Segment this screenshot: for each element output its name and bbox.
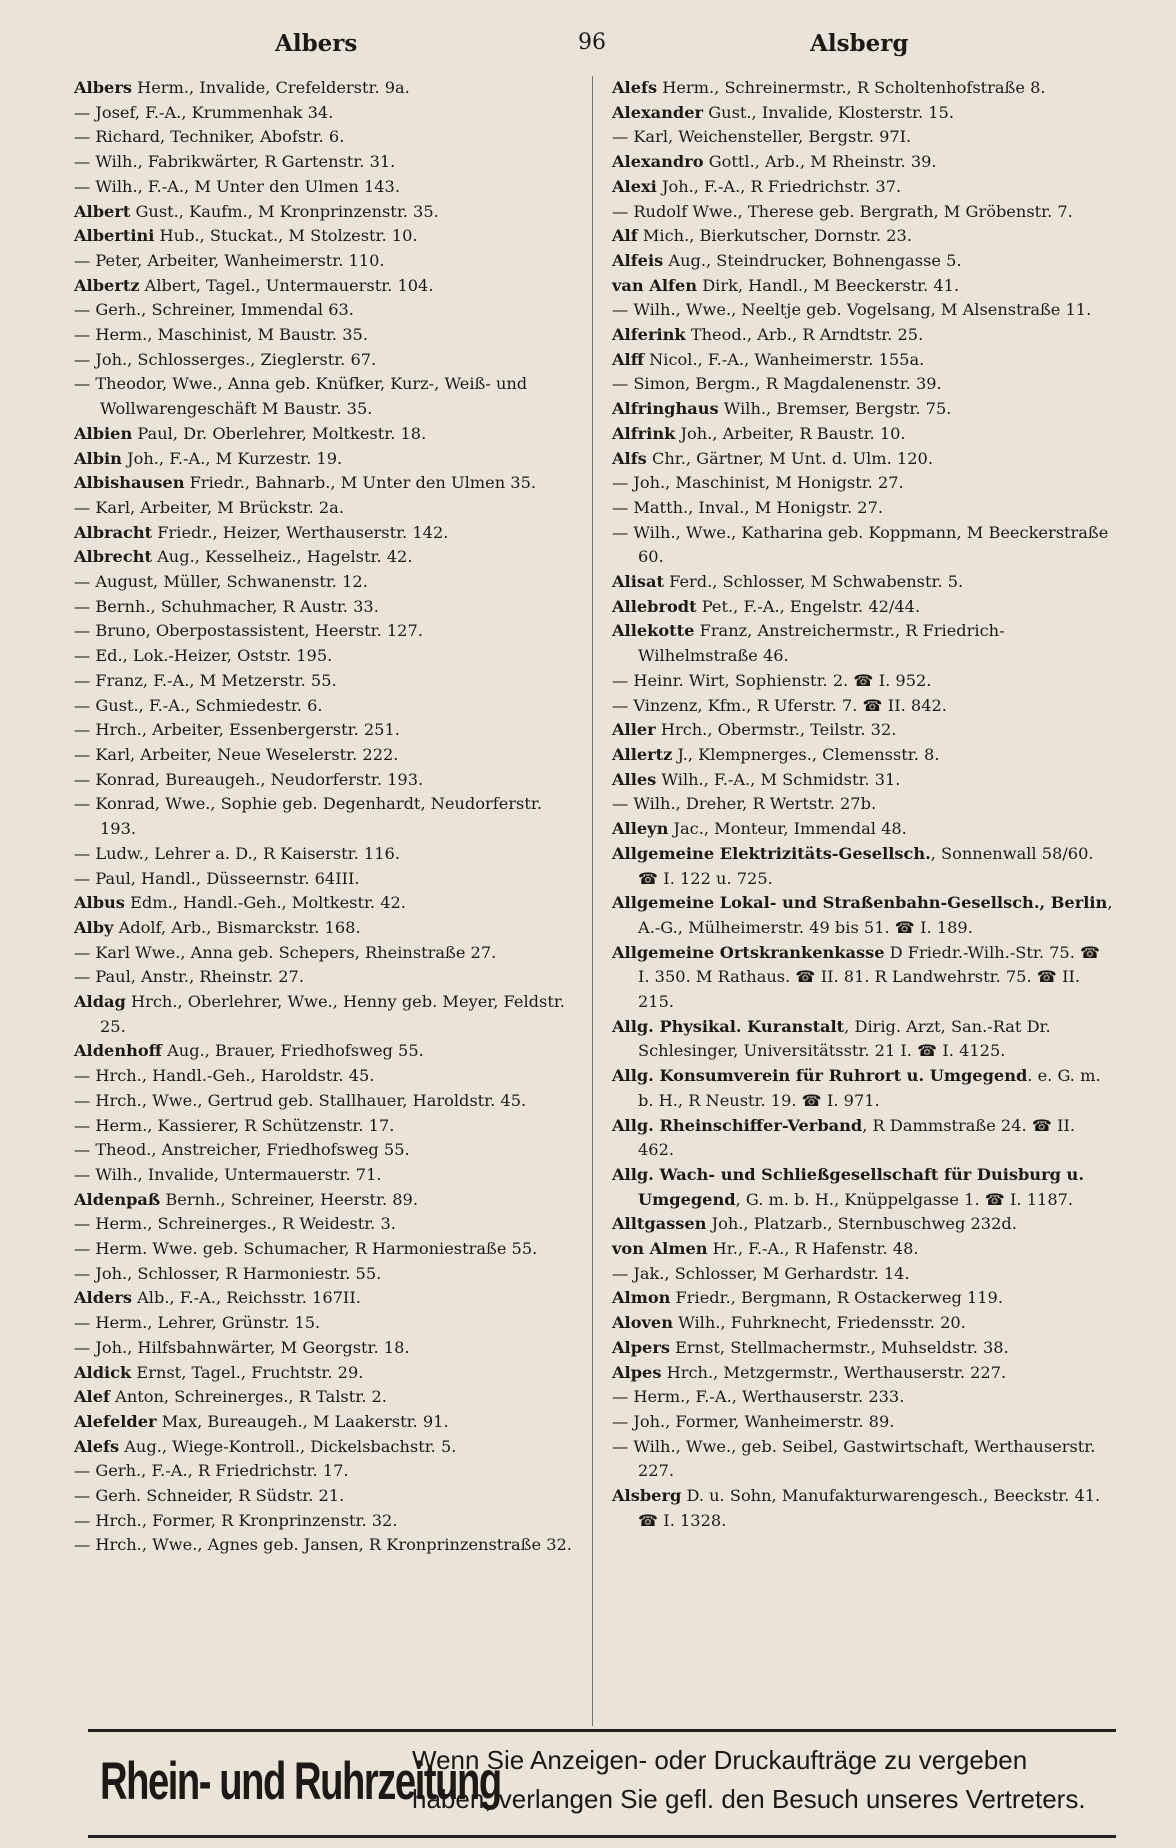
entry-surname: Aldag — [74, 992, 126, 1012]
directory-entry — [74, 1533, 579, 1558]
entry-details: Anton, Schreinerges., R Talstr. 2. — [109, 1387, 387, 1407]
directory-entry — [74, 101, 579, 126]
entry-details: — Wilh., Wwe., geb. Seibel, Gastwirtschaft, Werthauserstr. 227. — [612, 1436, 1096, 1481]
entry-details: — Hrch., Handl.-Geh., Haroldstr. 45. — [74, 1066, 375, 1086]
entry-details: Gust., Invalide, Klosterstr. 15. — [703, 102, 954, 122]
entry-details: Joh., Platzarb., Sternbuschweg 232d. — [706, 1214, 1017, 1234]
directory-entry — [612, 76, 1115, 101]
directory-entry — [612, 125, 1115, 150]
entry-details: — Wilh., Invalide, Untermauerstr. 71. — [74, 1164, 382, 1184]
entry-details: — Hrch., Wwe., Gertrud geb. Stallhauer, Haroldstr. 45. — [74, 1090, 527, 1110]
entry-details: Edm., Handl.-Geh., Moltkestr. 42. — [124, 893, 406, 913]
directory-entry — [612, 941, 1115, 1015]
entry-details: Ernst, Stellmachermstr., Muhseldstr. 38. — [669, 1337, 1009, 1357]
entry-surname: Albracht — [74, 522, 153, 542]
entry-details: Joh., F.-A., M Kurzestr. 19. — [121, 448, 343, 468]
directory-entry — [74, 1410, 579, 1435]
entry-details: , Dirig. Arzt, San.-Rat Dr. Schlesinger, Universitätsstr. 21 I. ☎ I. 4125. — [638, 1016, 1051, 1061]
entry-details: — Herm., Lehrer, Grünstr. 15. — [74, 1313, 321, 1333]
entry-surname: Albrecht — [74, 547, 152, 567]
entry-surname: Aldenpaß — [74, 1189, 161, 1209]
directory-entry — [612, 1435, 1115, 1484]
directory-entry — [612, 891, 1115, 940]
entry-details: — Paul, Handl., Düsseernstr. 64III. — [74, 868, 360, 888]
directory-entry — [74, 1286, 579, 1311]
entry-details: D Friedr.-Wilh.-Str. 75. ☎ I. 350. M Rathaus. ☎ II. 81. R Landwehrstr. 75. ☎ II. 215. — [638, 942, 1101, 1012]
entry-details: — Franz, F.-A., M Metzerstr. 55. — [74, 670, 337, 690]
directory-entry — [74, 792, 579, 841]
entry-details: — Gerh. Schneider, R Südstr. 21. — [74, 1486, 345, 1506]
entry-details: — Karl, Arbeiter, M Brückstr. 2a. — [74, 497, 344, 517]
entry-details: J., Klempnerges., Clemensstr. 8. — [672, 744, 940, 764]
directory-entry — [74, 545, 579, 570]
ad-bottom-rule — [88, 1835, 1116, 1838]
entry-details: Wilh., Bremser, Bergstr. 75. — [718, 399, 952, 419]
directory-entry — [74, 150, 579, 175]
entry-details: Herm., Invalide, Crefelderstr. 9a. — [131, 78, 410, 97]
directory-entry — [612, 323, 1115, 348]
directory-entry — [74, 1237, 579, 1262]
directory-entry — [612, 298, 1115, 323]
directory-entry — [74, 1188, 579, 1213]
entry-details: Adolf, Arb., Bismarckstr. 168. — [113, 917, 361, 937]
directory-entry — [74, 718, 579, 743]
entry-surname: Alefs — [74, 1436, 120, 1456]
entry-surname: Allebrodt — [612, 596, 697, 616]
directory-entry — [612, 422, 1115, 447]
entry-details: — Herm., F.-A., Werthauserstr. 233. — [612, 1387, 905, 1407]
entry-surname: Alefelder — [74, 1411, 157, 1431]
directory-entry — [74, 1138, 579, 1163]
directory-entry — [74, 867, 579, 892]
directory-entry — [74, 125, 579, 150]
directory-entry — [612, 792, 1115, 817]
entry-details: — Wilh., Wwe., Katharina geb. Koppmann, M Beeckerstraße 60. — [612, 522, 1109, 567]
ad-text-line-1: Wenn Sie Anzeigen- oder Druckaufträge zu vergeben — [412, 1745, 1028, 1775]
directory-entry — [612, 1311, 1115, 1336]
directory-entry — [612, 1336, 1115, 1361]
directory-entry — [74, 323, 579, 348]
directory-entry — [612, 570, 1115, 595]
directory-entry — [74, 298, 579, 323]
entry-details: — Joh., Schlosser, R Harmoniestr. 55. — [74, 1263, 382, 1283]
entry-details: Dirk, Handl., M Beeckerstr. 41. — [697, 275, 960, 295]
entry-surname: Alfeis — [612, 250, 664, 270]
directory-entry — [612, 1064, 1115, 1113]
directory-entry — [74, 644, 579, 669]
entry-details: — Josef, F.-A., Krummenhak 34. — [74, 102, 334, 122]
directory-entry — [74, 1361, 579, 1386]
page-number: 96 — [578, 30, 606, 55]
entry-surname: Albin — [74, 448, 122, 468]
directory-entry — [612, 669, 1115, 694]
entry-details: Theod., Arb., R Arndtstr. 25. — [685, 325, 924, 345]
directory-entry — [612, 447, 1115, 472]
entry-details: — Joh., Schlosserges., Zieglerstr. 67. — [74, 349, 377, 369]
entry-surname: Alff — [612, 349, 644, 369]
directory-entry — [612, 743, 1115, 768]
entry-surname: Alpes — [612, 1362, 662, 1382]
entry-surname: Albertz — [74, 275, 140, 295]
entry-details: Friedr., Heizer, Werthauserstr. 142. — [152, 522, 449, 542]
directory-entry — [74, 1114, 579, 1139]
directory-entry — [74, 274, 579, 299]
entry-details: — Hrch., Arbeiter, Essenbergerstr. 251. — [74, 720, 400, 740]
entry-surname: Almon — [612, 1288, 671, 1308]
directory-entry — [612, 842, 1115, 891]
directory-entry — [74, 768, 579, 793]
entry-surname: Alef — [74, 1387, 110, 1407]
entry-details: Aug., Wiege-Kontroll., Dickelsbachstr. 5. — [119, 1436, 457, 1456]
directory-entry — [612, 496, 1115, 521]
directory-entry — [74, 348, 579, 373]
directory-entry — [74, 1064, 579, 1089]
entry-details: — Joh., Hilfsbahnwärter, M Georgstr. 18. — [74, 1337, 410, 1357]
entry-surname: Albers — [74, 78, 132, 97]
column-divider — [592, 76, 593, 1726]
ad-logo: Rhein- und Ruhrzeitung — [100, 1752, 501, 1811]
entry-details: Nicol., F.-A., Wanheimerstr. 155a. — [644, 349, 925, 369]
entry-details: , R Dammstraße 24. ☎ II. 462. — [638, 1115, 1076, 1160]
entry-surname: Allg. Wach- und Schließgesellschaft für Duisburg u. Umgegend — [612, 1164, 1084, 1209]
entry-details: Joh., F.-A., R Friedrichstr. 37. — [656, 176, 902, 196]
directory-entry — [74, 694, 579, 719]
entry-details: Hrch., Metzgermstr., Werthauserstr. 227. — [661, 1362, 1007, 1382]
entry-details: — Konrad, Bureaugeh., Neudorferstr. 193. — [74, 769, 424, 789]
directory-entry — [612, 718, 1115, 743]
directory-entry — [74, 224, 579, 249]
directory-entry — [612, 1262, 1115, 1287]
directory-entry — [612, 249, 1115, 274]
entry-surname: Alferink — [612, 325, 686, 345]
directory-entry — [612, 471, 1115, 496]
entry-surname: Aller — [612, 720, 656, 740]
directory-entry — [74, 1089, 579, 1114]
entry-details: Bernh., Schreiner, Heerstr. 89. — [160, 1189, 418, 1209]
entry-details: — Matth., Inval., M Honigstr. 27. — [612, 497, 884, 517]
directory-entry — [612, 595, 1115, 620]
entry-details: Paul, Dr. Oberlehrer, Moltkestr. 18. — [132, 423, 427, 443]
directory-entry — [74, 743, 579, 768]
entry-details: — Konrad, Wwe., Sophie geb. Degenhardt, Neudorferstr. 193. — [74, 794, 542, 839]
entry-details: Friedr., Bergmann, R Ostackerweg 119. — [670, 1288, 1003, 1308]
entry-details: Wilh., Fuhrknecht, Friedensstr. 20. — [672, 1313, 966, 1333]
directory-entry — [612, 521, 1115, 570]
entry-details: Gust., Kaufm., M Kronprinzenstr. 35. — [130, 201, 439, 221]
right-column — [612, 76, 1115, 1533]
entry-surname: Alltgassen — [612, 1214, 707, 1234]
directory-entry — [74, 249, 579, 274]
entry-details: — Bruno, Oberpostassistent, Heerstr. 127. — [74, 621, 423, 641]
left-column — [74, 76, 579, 1558]
directory-entry — [74, 1212, 579, 1237]
directory-entry — [74, 76, 579, 101]
entry-surname: Allg. Konsumverein für Ruhrort u. Umgegend — [612, 1066, 1028, 1086]
directory-entry — [74, 1336, 579, 1361]
directory-entry — [612, 694, 1115, 719]
entry-details: — Joh., Former, Wanheimerstr. 89. — [612, 1411, 895, 1431]
entry-surname: Allgemeine Ortskrankenkasse — [612, 942, 885, 962]
entry-details: Albert, Tagel., Untermauerstr. 104. — [139, 275, 434, 295]
directory-entry — [612, 1163, 1115, 1212]
directory-entry — [74, 1459, 579, 1484]
entry-surname: Albus — [74, 893, 125, 913]
entry-details: — Herm., Maschinist, M Baustr. 35. — [74, 325, 368, 345]
entry-surname: Alfringhaus — [612, 399, 719, 419]
directory-entry — [612, 1361, 1115, 1386]
entry-surname: Alsberg — [612, 1486, 682, 1506]
directory-entry — [612, 372, 1115, 397]
directory-entry — [612, 101, 1115, 126]
entry-details: — Peter, Arbeiter, Wanheimerstr. 110. — [74, 250, 385, 270]
entry-surname: Alpers — [612, 1337, 670, 1357]
header-right-keyword: Alsberg — [810, 30, 909, 57]
entry-details: — Gerh., F.-A., R Friedrichstr. 17. — [74, 1461, 349, 1481]
entry-details: Hub., Stuckat., M Stolzestr. 10. — [154, 226, 418, 246]
entry-details: — Jak., Schlosser, M Gerhardstr. 14. — [612, 1263, 910, 1283]
entry-surname: Alleyn — [612, 819, 669, 839]
directory-entry — [612, 397, 1115, 422]
entry-details: Chr., Gärtner, M Unt. d. Ulm. 120. — [646, 448, 933, 468]
entry-details: Jac., Monteur, Immendal 48. — [668, 819, 907, 839]
entry-surname: Albertini — [74, 226, 155, 246]
directory-entry — [612, 619, 1115, 668]
directory-entry — [74, 372, 579, 421]
entry-details: — August, Müller, Schwanenstr. 12. — [74, 572, 368, 592]
entry-details: , Sonnenwall 58/60. ☎ I. 122 u. 725. — [638, 843, 1094, 888]
entry-details: — Karl Wwe., Anna geb. Schepers, Rheinstraße 27. — [74, 942, 497, 962]
entry-surname: Alexandro — [612, 152, 704, 172]
entry-details: Ferd., Schlosser, M Schwabenstr. 5. — [663, 572, 964, 592]
entry-details: Hrch., Oberlehrer, Wwe., Henny geb. Meyer, Feldstr. 25. — [100, 992, 565, 1036]
directory-entry — [74, 1262, 579, 1287]
header-left-keyword: Albers — [275, 30, 358, 57]
entry-details: — Hrch., Wwe., Agnes geb. Jansen, R Kronprinzenstraße 32. — [74, 1535, 572, 1555]
directory-entry — [74, 669, 579, 694]
entry-surname: van Alfen — [612, 275, 698, 295]
directory-entry — [74, 521, 579, 546]
entry-surname: Alfrink — [612, 423, 676, 443]
entry-details: — Gust., F.-A., Schmiedestr. 6. — [74, 695, 323, 715]
entry-details: Max, Bureaugeh., M Laakerstr. 91. — [156, 1411, 449, 1431]
entry-details: Aug., Steindrucker, Bohnengasse 5. — [663, 250, 962, 270]
entry-surname: Alles — [612, 769, 657, 789]
entry-details: — Bernh., Schuhmacher, R Austr. 33. — [74, 596, 379, 616]
entry-details: — Wilh., Wwe., Neeltje geb. Vogelsang, M Alsenstraße 11. — [612, 300, 1092, 320]
directory-entry — [612, 1484, 1115, 1533]
entry-details: Hr., F.-A., R Hafenstr. 48. — [707, 1239, 919, 1259]
directory-entry — [612, 768, 1115, 793]
directory-entry — [74, 1385, 579, 1410]
entry-details: D. u. Sohn, Manufakturwarengesch., Beeckstr. 41. ☎ I. 1328. — [638, 1486, 1101, 1530]
entry-surname: Allertz — [612, 744, 673, 764]
entry-details: — Gerh., Schreiner, Immendal 63. — [74, 300, 354, 320]
entry-details: , G. m. b. H., Knüppelgasse 1. ☎ I. 1187. — [735, 1189, 1074, 1209]
directory-entry — [74, 1039, 579, 1064]
directory-entry — [612, 1410, 1115, 1435]
entry-details: — Ludw., Lehrer a. D., R Kaiserstr. 116. — [74, 843, 400, 863]
entry-details: — Heinr. Wirt, Sophienstr. 2. ☎ I. 952. — [612, 670, 932, 690]
entry-surname: Allgemeine Elektrizitäts-Gesellsch. — [612, 843, 931, 863]
entry-details: — Herm., Schreinerges., R Weidestr. 3. — [74, 1214, 396, 1234]
entry-surname: Albien — [74, 423, 133, 443]
directory-entry — [612, 1237, 1115, 1262]
entry-surname: Alexander — [612, 102, 704, 122]
directory-entry — [74, 1163, 579, 1188]
directory-entry — [612, 200, 1115, 225]
entry-details: — Herm., Kassierer, R Schützenstr. 17. — [74, 1115, 395, 1135]
entry-surname: Alefs — [612, 78, 658, 97]
entry-details: — Hrch., Former, R Kronprinzenstr. 32. — [74, 1510, 398, 1530]
entry-surname: Alfs — [612, 448, 647, 468]
entry-details: — Theodor, Wwe., Anna geb. Knüfker, Kurz-, Weiß- und Wollwarengeschäft M Baustr. 35. — [74, 374, 528, 419]
entry-surname: Alders — [74, 1288, 132, 1308]
ad-text-line-2: haben, verlangen Sie gefl. den Besuch unseres Vertreters. — [412, 1784, 1086, 1814]
directory-entry — [74, 175, 579, 200]
entry-details: Franz, Anstreichermstr., R Friedrich-Wilhelmstraße 46. — [638, 621, 1005, 666]
entry-surname: Allg. Physikal. Kuranstalt — [612, 1016, 845, 1036]
directory-entry — [612, 150, 1115, 175]
entry-details: Herm., Schreinermstr., R Scholtenhofstraße 8. — [657, 78, 1046, 97]
entry-details: — Simon, Bergm., R Magdalenenstr. 39. — [612, 374, 942, 394]
entry-details: Pet., F.-A., Engelstr. 42/44. — [696, 596, 921, 616]
directory-entry — [612, 348, 1115, 373]
directory-entry — [74, 1435, 579, 1460]
directory-entry — [74, 1484, 579, 1509]
entry-surname: Aldenhoff — [74, 1041, 162, 1061]
entry-details: , A.-G., Mülheimerstr. 49 bis 51. ☎ I. 189. — [638, 893, 1113, 937]
entry-details: Ernst, Tagel., Fruchtstr. 29. — [131, 1362, 364, 1382]
directory-entry — [74, 496, 579, 521]
entry-details: — Joh., Maschinist, M Honigstr. 27. — [612, 473, 904, 493]
entry-surname: Alexi — [612, 176, 657, 196]
entry-surname: Albishausen — [74, 473, 185, 493]
directory-entry — [74, 1509, 579, 1534]
directory-entry — [612, 224, 1115, 249]
directory-entry — [74, 916, 579, 941]
entry-details: Alb., F.-A., Reichsstr. 167II. — [131, 1288, 361, 1308]
entry-surname: Allekotte — [612, 621, 695, 641]
entry-surname: Alf — [612, 226, 638, 246]
directory-entry — [612, 1212, 1115, 1237]
directory-entry — [74, 595, 579, 620]
directory-entry — [74, 422, 579, 447]
entry-details: — Theod., Anstreicher, Friedhofsweg 55. — [74, 1140, 410, 1160]
directory-entry — [74, 619, 579, 644]
directory-entry — [612, 274, 1115, 299]
entry-details: Hrch., Obermstr., Teilstr. 32. — [655, 720, 897, 740]
ad-top-rule — [88, 1729, 1116, 1732]
entry-details: — Richard, Techniker, Abofstr. 6. — [74, 127, 345, 147]
directory-entry — [74, 471, 579, 496]
entry-details: Aug., Brauer, Friedhofsweg 55. — [161, 1041, 424, 1061]
directory-entry — [612, 175, 1115, 200]
directory-entry — [612, 1015, 1115, 1064]
entry-details: — Karl, Weichensteller, Bergstr. 97I. — [612, 127, 912, 147]
entry-details: — Ed., Lok.-Heizer, Oststr. 195. — [74, 646, 333, 666]
entry-surname: Alisat — [612, 572, 664, 592]
entry-details: Mich., Bierkutscher, Dornstr. 23. — [637, 226, 912, 246]
directory-entry — [612, 1385, 1115, 1410]
directory-entry — [74, 200, 579, 225]
directory-entry — [612, 1114, 1115, 1163]
entry-details: — Herm. Wwe. geb. Schumacher, R Harmoniestraße 55. — [74, 1239, 538, 1259]
entry-details: Wilh., F.-A., M Schmidstr. 31. — [656, 769, 901, 789]
entry-surname: von Almen — [612, 1239, 708, 1259]
entry-surname: Allgemeine Lokal- und Straßenbahn-Gesellsch., Berlin — [612, 893, 1108, 913]
directory-entry — [74, 990, 579, 1039]
entry-details: — Paul, Anstr., Rheinstr. 27. — [74, 967, 304, 987]
entry-surname: Allg. Rheinschiffer-Verband — [612, 1115, 863, 1135]
entry-details: — Karl, Arbeiter, Neue Weselerstr. 222. — [74, 744, 399, 764]
directory-entry — [74, 842, 579, 867]
directory-entry — [612, 1286, 1115, 1311]
directory-entry — [612, 817, 1115, 842]
directory-entry — [74, 941, 579, 966]
directory-entry — [74, 447, 579, 472]
directory-entry — [74, 1311, 579, 1336]
directory-entry — [74, 570, 579, 595]
entry-details: Aug., Kesselheiz., Hagelstr. 42. — [151, 547, 413, 567]
entry-surname: Aldick — [74, 1362, 132, 1382]
entry-details: — Vinzenz, Kfm., R Uferstr. 7. ☎ II. 842. — [612, 695, 947, 715]
entry-surname: Alby — [74, 917, 114, 937]
entry-surname: Aloven — [612, 1313, 673, 1333]
entry-details: — Wilh., Dreher, R Wertstr. 27b. — [612, 794, 877, 814]
entry-details: — Rudolf Wwe., Therese geb. Bergrath, M Gröbenstr. 7. — [612, 201, 1073, 221]
entry-surname: Albert — [74, 201, 131, 221]
entry-details: . e. G. m. b. H., R Neustr. 19. ☎ I. 971. — [638, 1066, 1101, 1110]
entry-details: — Wilh., Fabrikwärter, R Gartenstr. 31. — [74, 152, 396, 172]
entry-details: Gottl., Arb., M Rheinstr. 39. — [703, 152, 937, 172]
directory-entry — [74, 891, 579, 916]
entry-details: — Wilh., F.-A., M Unter den Ulmen 143. — [74, 176, 400, 196]
entry-details: Friedr., Bahnarb., M Unter den Ulmen 35. — [184, 473, 537, 493]
directory-entry — [74, 965, 579, 990]
entry-details: Joh., Arbeiter, R Baustr. 10. — [675, 423, 906, 443]
